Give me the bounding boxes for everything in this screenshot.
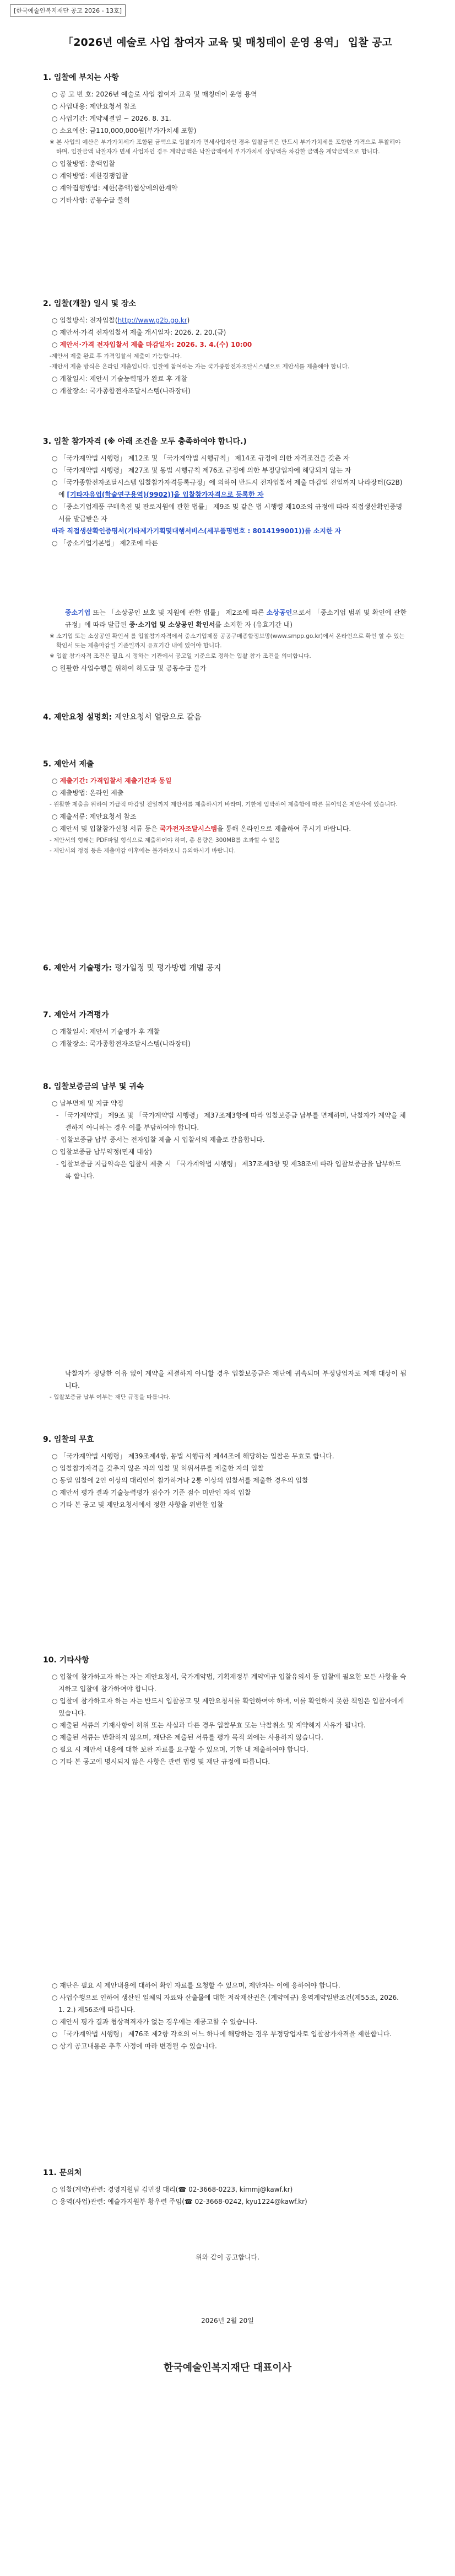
- list-item: ○ 제출된 서류는 반환하지 않으며, 재단은 제출된 서류를 평가 목적 외에는 사용하지 않습니다.: [52, 1734, 323, 1741]
- note: ※ 소기업 또는 소상공인 확인서 를 입찰참가자격에서 중소기업제품 공공구매종합정보망(www.smpp.go.kr)에서 온라인으로 확인 할 수 있는 확인서 또는 제출마감일 기준일까지 유효기간 내에 있어야 합니다.: [50, 633, 405, 649]
- section-bid-schedule: [43, 298, 407, 397]
- sub-item: - 입찰보증금 납부 증서는 전자입찰 제출 시 입찰서의 제출로 갈음합니다.: [56, 1136, 265, 1144]
- list-item: ○ 계약방법: 제한경쟁입찰: [52, 172, 128, 180]
- section-eligibility-continued: [43, 607, 407, 674]
- list-item: ○ 제안서 및 입찰참가신청 서류 등은 국가전자조달시스템을 통해 온라인으로 제출하여 주시기 바랍니다.: [52, 825, 351, 833]
- list-item: ○ 개찰장소: 국가종합전자조달시스템(나라장터): [52, 387, 191, 395]
- paragraph: 중소기업 또는 「소상공인 보호 및 지원에 관한 법률」 제2조에 따른 소상공인으로서 「중소기업 범위 및 확인에 관한 규정」에 따라 발급된 중·소기업 및 소상공인 확인서를 소지한 자 (유효기간 내): [65, 609, 407, 629]
- list-item: ○ 계약집행방법: 제한(총액)협상에의한계약: [52, 184, 178, 192]
- list-item: ○ 기타사항: 공동수급 불허: [52, 196, 130, 204]
- note: - 제안서의 정정 등은 제출마감 이후에는 불가하오니 유의하시기 바랍니다.: [50, 847, 236, 854]
- vat-note: ※ 본 사업의 예산은 부가가치세가 포함된 금액으로 입찰자가 면세사업자인 경우 입찰금액은 반드시 부가가치세를 포함한 가격으로 투찰해야 하며, 입찰금액 낙찰자가 면세 사업자인 경우 계약금액은 낙찰금액에서 부가가치세 상당액을 차감한 금액을 계약금액으로 합니다.: [50, 139, 401, 155]
- list-item: ○ 제출기간: 가격입찰서 제출기간과 동일: [52, 777, 172, 785]
- list-item: ○ 「국가계약법 시행령」 제39조제4항, 동법 시행규칙 제44조에 해당하는 입찰은 무효로 합니다.: [52, 1452, 334, 1460]
- list-item: ○ 소요예산: 금110,000,000원(부가가치세 포함): [52, 127, 197, 135]
- list-item: ○ 기타 본 공고 및 제안요청서에서 정한 사항을 위반한 입찰: [52, 1501, 224, 1509]
- notice-number-label: [한국예술인복지재단 공고 2026 - 13호]: [10, 4, 126, 17]
- note: - 제안서의 형태는 PDF파일 형식으로 제출하여야 하며, 총 용량은 300MB를 초과할 수 없음: [50, 837, 280, 844]
- list-item: ○ 「중소기업기본법」 제2조에 따른: [52, 539, 158, 547]
- sub-item: - 「국가계약법」 제9조 및 「국가계약법 시행령」 제37조제3항에 따라 입찰보증금 납부를 면제하며, 낙찰자가 계약을 체결하지 아니하는 경우 이를 부담하여야 합니다.: [56, 1112, 406, 1131]
- list-item: ○ 제안서 평가 결과 기술능력평가 점수가 기준 점수 미만인 자의 입찰: [52, 1489, 251, 1496]
- section-heading: 5. 제안서 제출: [43, 760, 94, 769]
- note: -제안서 제출 방식은 온라인 제출입니다. 입찰에 참여하는 자는 국가종합전자조달시스템으로 제안서를 제출해야 합니다.: [50, 363, 350, 370]
- note: - 입찰보증금 납부 여부는 재단 규정을 따릅니다.: [50, 1394, 171, 1400]
- g2b-link[interactable]: http://www.g2b.go.kr: [117, 316, 187, 324]
- section-other-matters-continued: [43, 1979, 407, 2052]
- section-heading: 1. 입찰에 부치는 사항: [43, 73, 119, 82]
- section-heading: 11. 문의처: [43, 2169, 82, 2177]
- list-item: ○ 공 고 번 호: 2026년 예술로 사업 참여자 교육 및 매칭데이 운영 용역: [52, 90, 257, 98]
- section-proposal-submission: [43, 758, 407, 857]
- list-item: ○ 기타 본 공고에 명시되지 않은 사항은 관련 법령 및 재단 규정에 따릅니다.: [52, 1758, 270, 1765]
- section-briefing: [43, 711, 407, 728]
- section-other-matters: [43, 1654, 407, 1768]
- closing-statement: 위와 같이 공고합니다.: [196, 2253, 259, 2261]
- list-item: ○ 개찰일시: 제안서 기술평가 후 개찰: [52, 1028, 160, 1035]
- list-item: ○ 입찰방식: 전자입찰(http://www.g2b.go.kr): [52, 316, 190, 324]
- deadline-item: ○ 제안서·가격 전자입찰서 제출 마감일자: 2026. 3. 4.(수) 10:00: [52, 341, 252, 348]
- section-heading: 6. 제안서 기술평가: 평가일정 및 평가방법 개별 공지: [43, 964, 221, 973]
- list-item: 따라 직접생산확인증명서(기타제가기획및대행서비스(세부품명번호 : 8014199001))를 소지한 자: [52, 527, 342, 535]
- list-item: ○ 재단은 필요 시 제안내용에 대하여 확인 자료를 요청할 수 있으며, 제안자는 이에 응하여야 합니다.: [52, 1982, 340, 1989]
- list-item: ○ 원활한 사업수행을 위하여 하도급 및 공동수급 불가: [52, 664, 207, 672]
- section-price-evaluation: [43, 1009, 407, 1050]
- list-item: ○ 입찰보증금 납부약정(면제 대상): [52, 1148, 152, 1156]
- contact-item: ○ 입찰(계약)관련: 경영지원팀 김민정 대리(☎ 02-3668-0223, kimmj@kawf.kr): [52, 2186, 293, 2193]
- section-bid-bond: [43, 1081, 407, 1182]
- list-item: ○ 「국가계약법 시행령」 제12조 및 「국가계약법 시행규칙」 제14조 규정에 의한 자격조건을 갖춘 자: [52, 454, 350, 462]
- issuing-organization: 한국예술인복지재단 대표이사: [163, 2362, 292, 2374]
- section-heading: 4. 제안요청 설명회: 제안요청서 열람으로 갈음: [43, 713, 202, 722]
- section-eligibility: [43, 436, 407, 549]
- list-item: ○ 납부면제 및 지급 약정: [52, 1099, 124, 1107]
- list-item: ○ 사업내용: 제안요청서 참조: [52, 103, 137, 110]
- section-heading: 9. 입찰의 무효: [43, 1435, 94, 1444]
- section-technical-evaluation: [43, 962, 407, 979]
- list-item: ○ 동일 입찰에 2인 이상의 대리인이 참가하거나 2통 이상의 입찰서를 제출한 경우의 입찰: [52, 1477, 308, 1484]
- list-item: ○ 제안서·가격 전자입찰서 제출 개시일자: 2026. 2. 20.(금): [52, 329, 226, 336]
- list-item: ○ 「국가계약법 시행령」 제76조 제2항 각호의 어느 하나에 해당하는 경우 부정당업자로 입찰참가자격을 제한합니다.: [52, 2030, 392, 2038]
- required-category: [기타자유업(학술연구용역)(9902)]을 입찰참가자격으로 등록한 자: [67, 491, 264, 498]
- list-item: ○ 제출방법: 온라인 제출: [52, 789, 124, 797]
- section-heading: 3. 입찰 참가자격 (※ 아래 조건을 모두 충족하여야 합니다.): [43, 437, 247, 446]
- note: -제안서 제출 완료 후 가격입찰서 제출이 가능합니다.: [50, 353, 182, 359]
- section-invalid-bids: [43, 1434, 407, 1511]
- list-item: ○ 사업기간: 계약체결일 ~ 2026. 8. 31.: [52, 115, 171, 122]
- section-contact: [43, 2167, 407, 2208]
- list-item: ○ 상기 공고내용은 추후 사정에 따라 변경될 수 있습니다.: [52, 2042, 217, 2050]
- list-item: ○ 개찰일시: 제안서 기술능력평가 완료 후 개찰: [52, 375, 188, 383]
- section-heading: 2. 입찰(개찰) 일시 및 장소: [43, 299, 137, 308]
- note: ※ 입찰 참가자격 조건은 필요 시 정하는 기관에서 공고일 기준으로 정하는 입찰 참가 조건을 의미합니다.: [50, 653, 311, 659]
- list-item: ○ 입찰방법: 총액입찰: [52, 160, 115, 168]
- section-heading: 7. 제안서 가격평가: [43, 1011, 109, 1019]
- list-item: ○ 개찰장소: 국가종합전자조달시스템(나라장터): [52, 1040, 191, 1048]
- list-item: ○ 입찰참가자격을 갖추지 않은 자의 입찰 및 허위서류를 제출한 자의 입찰: [52, 1464, 264, 1472]
- list-item: ○ 입찰에 참가하고자 하는 자는 반드시 입찰공고 및 제안요청서를 확인하여야 하며, 이를 확인하지 못한 책임은 입찰자에게 있습니다.: [52, 1697, 404, 1717]
- sub-item: - 입찰보증금 지급약속은 입찰서 제출 시 「국가계약법 시행령」 제37조제3항 및 제38조에 따라 입찰보증금을 납부하도록 합니다.: [56, 1160, 402, 1180]
- list-item: ○ 제출서류: 제안요청서 참조: [52, 813, 137, 820]
- list-item: ○ 「국가계약법 시행령」 제27조 및 동법 시행규칙 제76조 규정에 의한 부정당업자에 해당되지 않는 자: [52, 466, 351, 474]
- section-heading: 8. 입찰보증금의 납부 및 귀속: [43, 1082, 144, 1091]
- list-item: ○ 「국가종합전자조달시스템 입찰참가자격등록규정」에 의하여 반드시 전자입찰서 제출 마감일 전일까지 나라장터(G2B)에 [기타자유업(학술연구용역)(9902)]을 입찰참가자격으로 등록한 자: [52, 479, 403, 498]
- contact-item: ○ 용역(사업)관련: 예술가지원부 황우련 주임(☎ 02-3668-0242, kyu1224@kawf.kr): [52, 2198, 307, 2205]
- list-item: ○ 사업수행으로 인하여 생산된 일체의 자료와 산출물에 대한 저작재산권은 (계약예규) 용역계약일반조건(제55조, 2026. 1. 2.) 제56조에 따릅니다.: [52, 1994, 399, 2014]
- list-item: ○ 입찰에 참가하고자 하는 자는 제안요청서, 국가계약법, 기획재정부 계약예규 입찰유의서 등 입찰에 필요한 모든 사항을 숙지하고 입찰에 참가하여야 합니다.: [52, 1673, 407, 1693]
- section-bid-items: [43, 72, 407, 206]
- section-bid-bond-continued: [43, 1367, 407, 1403]
- note: - 원활한 제출을 위하여 가급적 마감일 전일까지 제안서를 제출하시기 바라며, 기한에 임박하여 제출함에 따른 불이익은 제안사에 있습니다.: [50, 801, 398, 808]
- section-heading: 10. 기타사항: [43, 1656, 89, 1665]
- paragraph: 낙찰자가 정당한 이유 없이 계약을 체결하지 아니할 경우 입찰보증금은 재단에 귀속되며 부정당업자로 제재 대상이 됩니다.: [65, 1370, 407, 1389]
- list-item: ○ 제안서 평가 결과 협상적격자가 없는 경우에는 재공고할 수 있습니다.: [52, 2018, 258, 2026]
- list-item: ○ 「중소기업제품 구매촉진 및 판로지원에 관한 법률」 제9조 및 같은 법 시행령 제10조의 규정에 따라 직접생산확인증명서를 발급받은 자: [52, 503, 403, 523]
- list-item: ○ 필요 시 제안서 내용에 대한 보완 자료를 요구할 수 있으며, 기한 내 제출하여야 합니다.: [52, 1746, 308, 1753]
- notice-date: 2026년 2월 20일: [201, 2317, 254, 2325]
- list-item: ○ 제출된 서류의 기재사항이 허위 또는 사실과 다른 경우 입찰무효 또는 낙찰취소 및 계약해지 사유가 됩니다.: [52, 1721, 366, 1729]
- page-title: 「2026년 예술로 사업 참여자 교육 및 매칭데이 운영 용역」 입찰 공고: [63, 36, 392, 49]
